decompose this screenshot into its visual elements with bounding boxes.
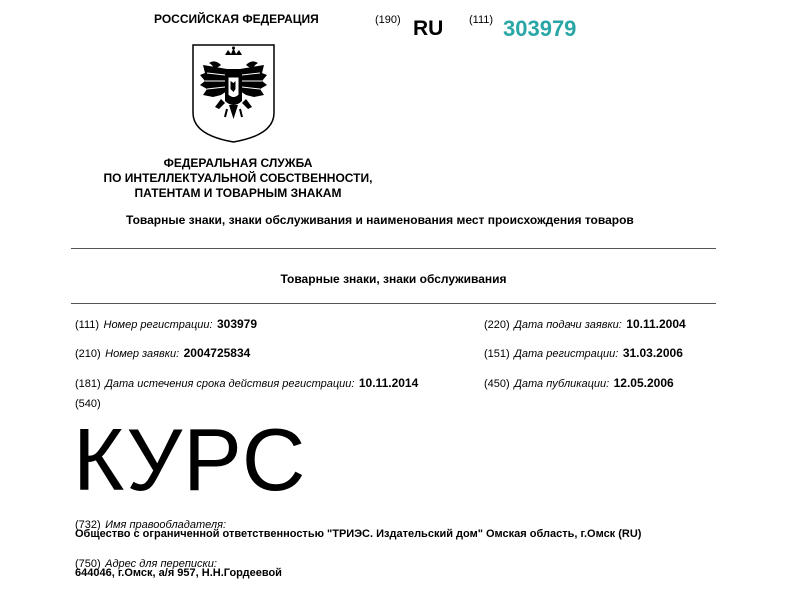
field-code: (181): [75, 378, 101, 390]
emblem-icon: [191, 43, 276, 144]
field-540-code: (540): [75, 398, 101, 410]
agency-name: [90, 156, 386, 201]
field-210: [75, 344, 250, 362]
address-label: Адрес для переписки:: [105, 558, 217, 570]
country-name: РОССИЙСКАЯ ФЕДЕРАЦИЯ: [154, 12, 319, 26]
field-label: Дата подачи заявки:: [514, 319, 622, 331]
field-code: (220): [484, 319, 510, 331]
holder-value: Общество с ограниченной ответственностью "ТРИЭС. Издательский дом" Омская область, г.Омск (RU): [75, 528, 642, 540]
field-450: [484, 374, 674, 392]
field-label: Номер регистрации:: [103, 319, 213, 331]
field-label: Дата публикации:: [514, 378, 610, 390]
code-111-header: (111): [469, 14, 494, 26]
field-value: 31.03.2006: [622, 346, 683, 360]
field-111: [75, 315, 257, 333]
field-value: 10.11.2014: [358, 376, 419, 390]
section-title: Товарные знаки, знаки обслуживания и наименования мест происхождения товаров: [126, 213, 634, 227]
sub-title: Товарные знаки, знаки обслуживания: [280, 272, 507, 286]
field-151: [484, 344, 683, 362]
holder-label: Имя правообладателя:: [105, 519, 227, 531]
field-code: (151): [484, 348, 510, 360]
field-value: 303979: [216, 317, 258, 331]
field-181: [75, 374, 418, 392]
field-label: Номер заявки:: [105, 348, 180, 360]
field-value: 2004725834: [183, 346, 251, 360]
trademark-image: КУРС: [73, 410, 307, 509]
code-190: (190): [375, 14, 401, 26]
divider-bottom: [71, 303, 716, 304]
divider-top: [71, 248, 716, 249]
field-code: (450): [484, 378, 510, 390]
holder-code: (732): [75, 519, 101, 531]
field-code: (210): [75, 348, 101, 360]
field-220: [484, 315, 686, 333]
agency-line-3: ПАТЕНТАМ И ТОВАРНЫМ ЗНАКАМ: [134, 186, 342, 200]
address-value: 644046, г.Омск, а/я 957, Н.Н.Гордеевой: [75, 567, 282, 579]
field-label: Дата истечения срока действия регистрации:: [105, 378, 355, 390]
field-value: 10.11.2004: [626, 317, 686, 331]
registration-number-header: 303979: [503, 16, 577, 41]
address-code: (750): [75, 558, 101, 570]
field-value: 12.05.2006: [613, 376, 674, 390]
country-code: RU: [413, 17, 444, 40]
agency-line-2: ПО ИНТЕЛЛЕКТУАЛЬНОЙ СОБСТВЕННОСТИ,: [103, 171, 373, 185]
agency-line-1: ФЕДЕРАЛЬНАЯ СЛУЖБА: [163, 156, 313, 170]
field-label: Дата регистрации:: [514, 348, 619, 360]
field-code: (111): [75, 319, 100, 331]
